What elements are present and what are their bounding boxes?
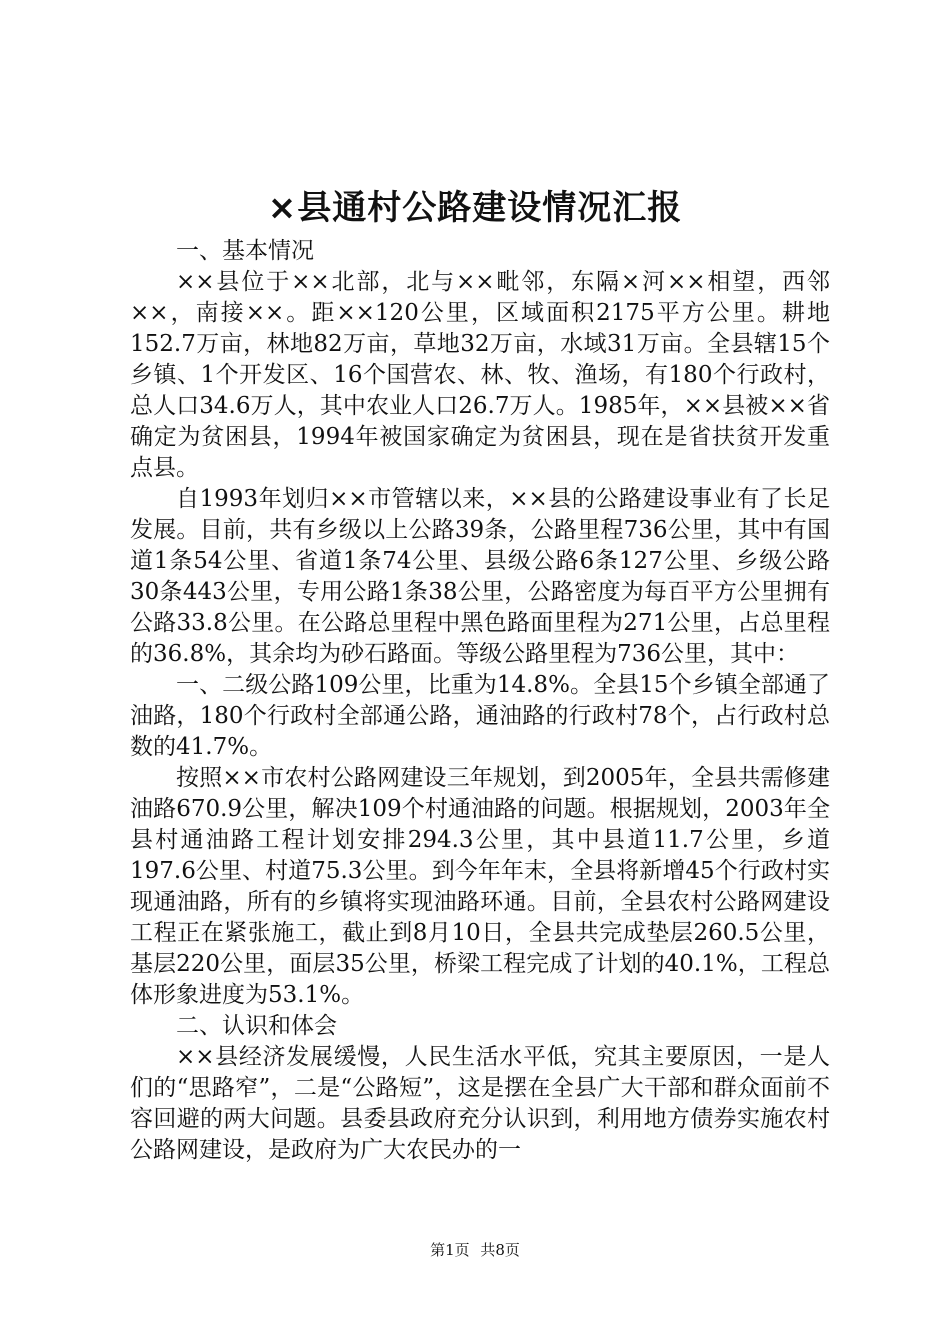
paragraph-road-network: 自1993年划归××市管辖以来，××县的公路建设事业有了长足发展。目前，共有乡级以上公路39条，公路里程736公里，其中有国道1条54公里、省道1条74公里、县级公路6条127公里、乡级公路30条443公里，专用公路1条38公里，公路密度为每百平方公里拥有公路33.8公里。在公路总里程中黑色路面里程为271公里，占总里程的36.8%，其余均为砂石路面。等级公路里程为736公里，其中： [130,486,830,667]
paragraph-understanding: ××县经济发展缓慢，人民生活水平低，究其主要原因，一是人们的“思路窄”，二是“公路短”，这是摆在全县广大干部和群众面前不容回避的两大问题。县委县政府充分认识到，利用地方债券实施农村公路网建设，是政府为广大农民办的一 [130,1044,830,1163]
section-heading-understanding: 二、认识和体会 [176,1013,337,1039]
paragraph-plan-progress: 按照××市农村公路网建设三年规划，到2005年，全县共需修建油路670.9公里，解决109个村通油路的问题。根据规划，2003年全县村通油路工程计划安排294.3公里，其中县道11.7公里，乡道197.6公里、村道75.3公里。到今年年末，全县将新增45个行政村实现通油路，所有的乡镇将实现油路环通。目前，全县农村公路网建设工程正在紧张施工，截止到8月10日，全县共完成垫层260.5公里，基层220公里，面层35公里，桥梁工程完成了计划的40.1%，工程总体形象进度为53.1%。 [130,765,830,1008]
paragraph-overview: ××县位于××北部，北与××毗邻，东隔×河××相望，西邻××，南接××。距××120公里，区域面积2175平方公里。耕地152.7万亩，林地82万亩，草地32万亩，水域31万亩。全县辖15个乡镇、1个开发区、16个国营农、林、牧、渔场，有180个行政村，总人口34.6万人，其中农业人口26.7万人。1985年，××县被××省确定为贫困县，1994年被国家确定为贫困县，现在是省扶贫开发重点县。 [130,269,830,481]
page-number-footer: 第1页 共8页 [430,1241,520,1259]
section-heading-basic: 一、基本情况 [176,238,314,264]
paragraph-grade-roads: 一、二级公路109公里，比重为14.8%。全县15个乡镇全部通了油路，180个行政村全部通公路，通油路的行政村78个，占行政村总数的41.7%。 [130,672,830,760]
document-body [130,236,830,1166]
document-title: ×县通村公路建设情况汇报 [267,188,683,228]
